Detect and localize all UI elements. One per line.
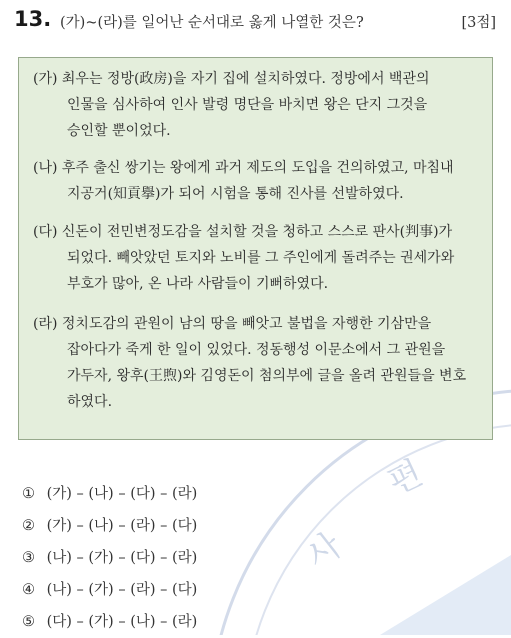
choice-text: (가) – (나) – (라) – (다) [46,518,198,534]
choice-text: (가) – (나) – (다) – (라) [46,486,198,502]
passage-ga [33,66,479,144]
choice-number: ③ [22,550,35,566]
passage-line: 되었다. 빼앗았던 토지와 노비를 그 주인에게 돌려주는 권세가와 [67,250,455,266]
choice-number: ⑤ [22,614,35,630]
question-number: 13. [14,7,52,31]
choice-5[interactable] [22,606,322,638]
choice-number: ② [22,518,35,534]
choice-text: (나) – (가) – (라) – (다) [46,582,198,598]
watermark-char-1: 편 [381,453,429,504]
choice-number: ① [22,486,35,502]
passage-na [33,155,479,207]
passage-line: 부호가 많아, 온 나라 사람들이 기뻐하였다. [67,276,329,292]
choice-1[interactable] [22,478,322,510]
choice-number: ④ [22,582,35,598]
question-header [14,6,504,36]
passage-line: (다) 신돈이 전민변정도감을 설치할 것을 청하고 스스로 판사(判事)가 [33,224,453,240]
passage-ra [33,311,479,415]
choice-3[interactable] [22,542,322,574]
watermark-char-2: 사 [298,525,350,578]
passage-line: 가두자, 왕후(王煦)와 김영돈이 첨의부에 글을 올려 관원들을 변호 [67,368,467,384]
passage-line: (라) 정치도감의 관원이 남의 땅을 빼앗고 불법을 자행한 기삼만을 [33,316,432,332]
passage-da [33,219,479,297]
passage-line: 잡아다가 죽게 한 일이 있었다. 정동행성 이문소에서 그 관원을 [67,342,446,358]
watermark-wedge [380,555,511,635]
passage-line: (가) 최우는 정방(政房)을 자기 집에 설치하였다. 정방에서 백관의 [33,71,430,87]
passage-box [18,57,493,440]
passage-line: 지공거(知貢擧)가 되어 시험을 통해 진사를 선발하였다. [67,186,404,202]
passage-line: (나) 후주 출신 쌍기는 왕에게 과거 제도의 도입을 건의하였고, 마침내 [33,160,454,176]
passage-line: 하였다. [67,394,113,410]
question-points: [3점] [461,15,496,31]
question-text: (가)~(라)를 일어난 순서대로 옳게 나열한 것은? [60,15,364,31]
choice-text: (다) – (가) – (나) – (라) [46,614,198,630]
answer-choices [22,478,322,638]
choice-2[interactable] [22,510,322,542]
choice-4[interactable] [22,574,322,606]
passage-line: 승인할 뿐이었다. [67,123,171,139]
choice-text: (나) – (가) – (다) – (라) [46,550,198,566]
passage-line: 인물을 심사하여 인사 발령 명단을 바치면 왕은 단지 그것을 [67,97,428,113]
